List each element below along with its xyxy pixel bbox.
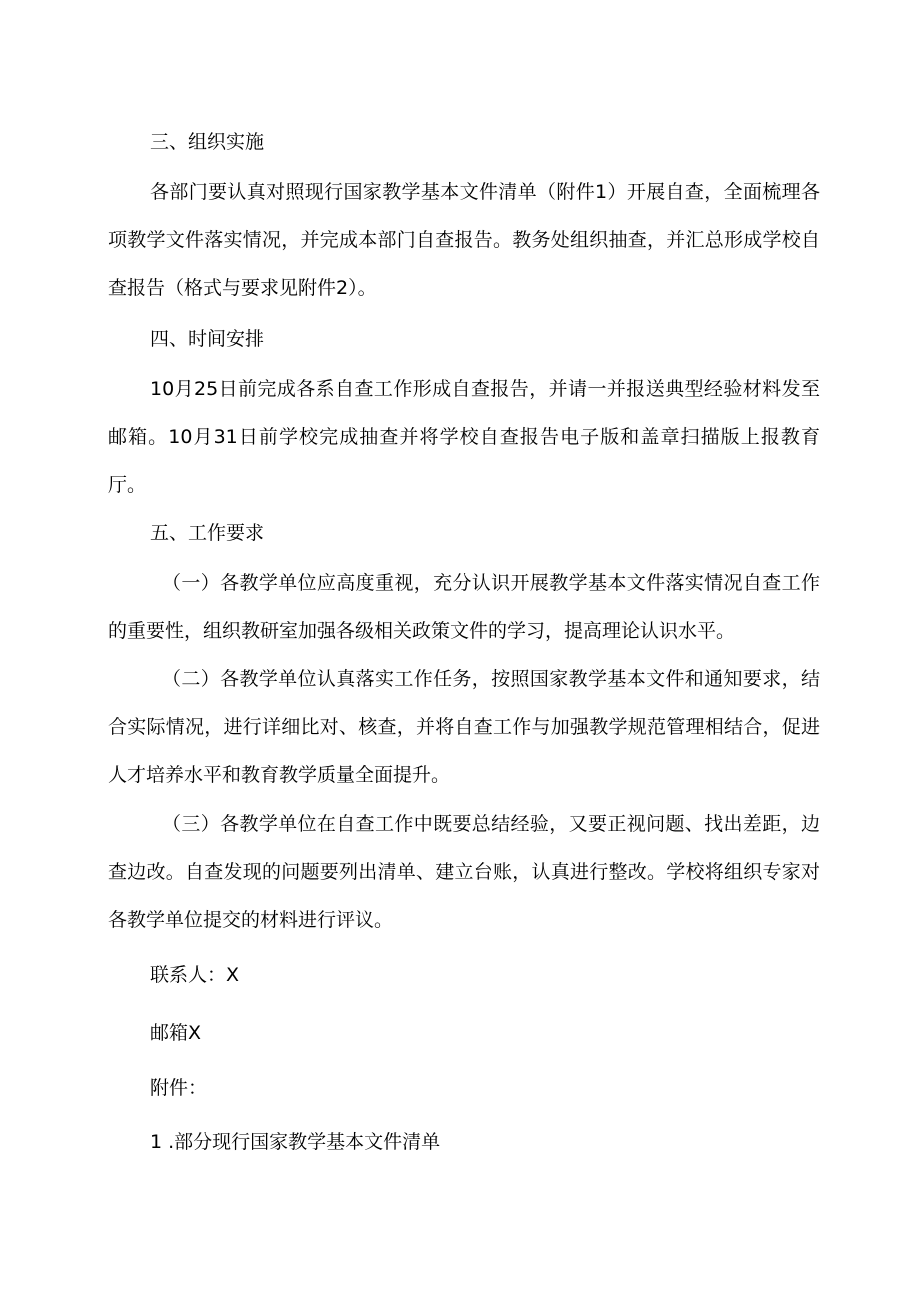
contact-person: 联系人：X <box>150 964 240 986</box>
section-5-heading: 五、工作要求 <box>150 522 265 544</box>
requirement-item-1: （一）各教学单位应高度重视，充分认识开展教学基本文件落实情况自查工作的重要性，组织教研室加强各级相关政策文件的学习，提高理论认识水平。 <box>108 572 820 642</box>
attachment-item-1: 1 .部分现行国家教学基本文件清单 <box>150 1131 441 1153</box>
section-4-heading: 四、时间安排 <box>150 328 265 350</box>
requirement-item-3: （三）各教学单位在自查工作中既要总结经验，又要正视问题、找出差距，边查边改。自查发现的问题要列出清单、建立台账，认真进行整改。学校将组织专家对各教学单位提交的材料进行评议。 <box>108 813 820 931</box>
section-3-heading: 三、组织实施 <box>150 131 265 153</box>
contact-email: 邮箱X <box>150 1022 202 1044</box>
requirement-item-2: （二）各教学单位认真落实工作任务，按照国家教学基本文件和通知要求，结合实际情况，进行详细比对、核查，并将自查工作与加强教学规范管理相结合，促进人才培养水平和教育教学质量全面提升。 <box>108 668 820 786</box>
section-4-body: 10月25日前完成各系自查工作形成自查报告，并请一并报送典型经验材料发至邮箱。10月31日前学校完成抽查并将学校自查报告电子版和盖章扫描版上报教育厅。 <box>108 378 820 496</box>
section-3-body: 各部门要认真对照现行国家教学基本文件清单（附件1）开展自查，全面梳理各项教学文件落实情况，并完成本部门自查报告。教务处组织抽查，并汇总形成学校自查报告（格式与要求见附件2）。 <box>108 181 820 299</box>
attachments-label: 附件： <box>150 1077 208 1099</box>
